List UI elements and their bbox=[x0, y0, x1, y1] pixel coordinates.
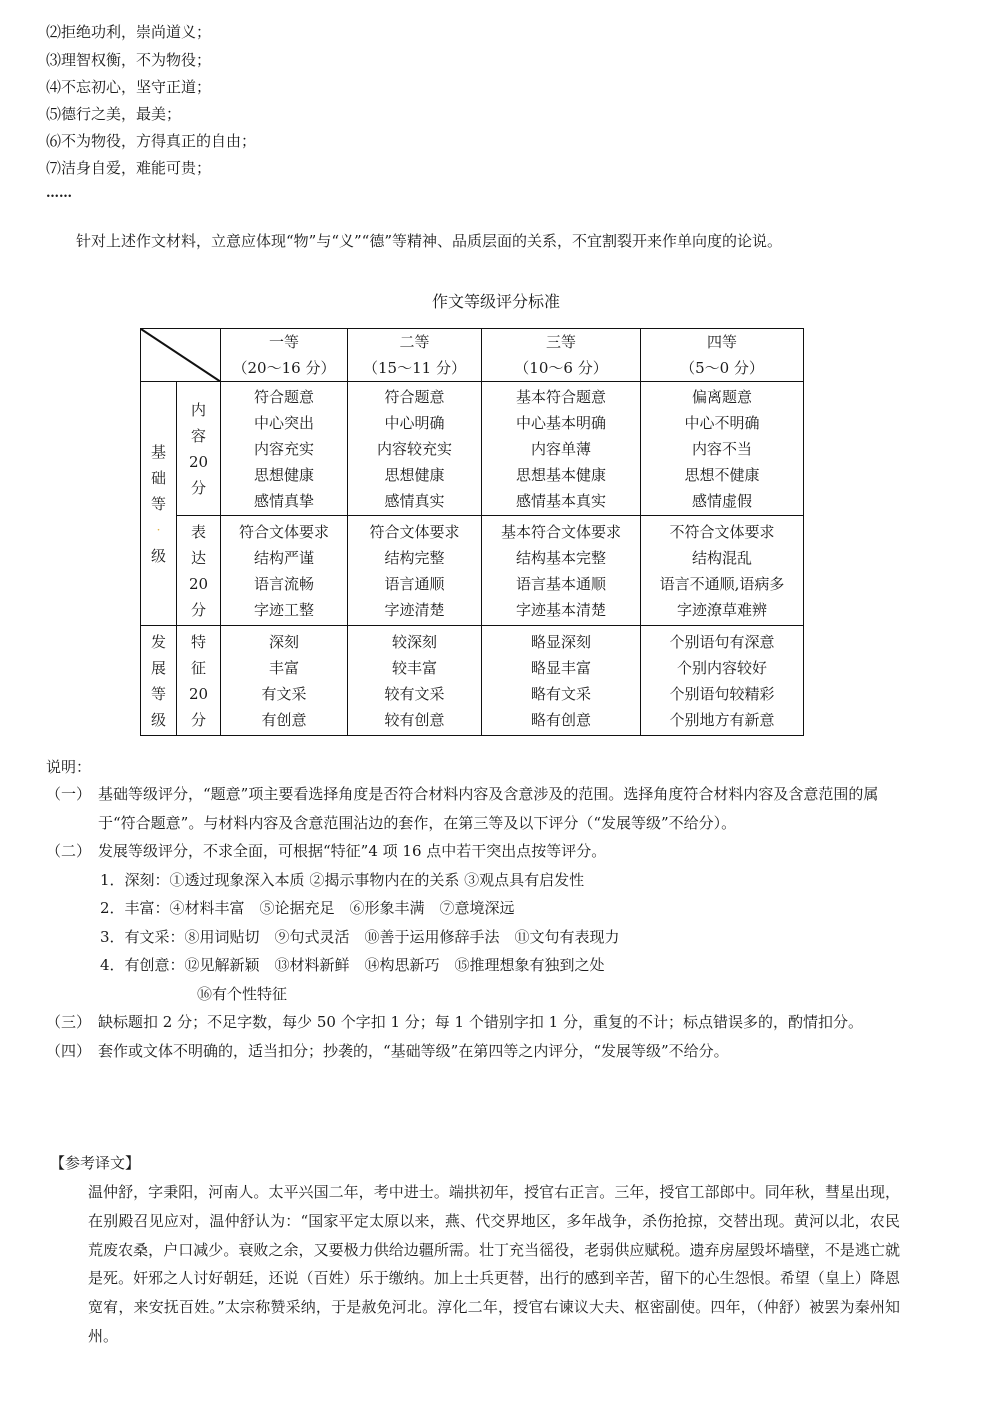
cell-line: 字迹潦草难辨 bbox=[676, 600, 767, 619]
list-item: ⑵拒绝功利，崇尚道义； bbox=[46, 23, 212, 41]
header-grade-2 bbox=[348, 329, 482, 382]
cell-line: 略有文采 bbox=[530, 684, 591, 703]
row-label-content bbox=[177, 382, 221, 516]
table-cell bbox=[221, 516, 348, 626]
table-cell bbox=[641, 516, 804, 626]
cell-line: 思想基本健康 bbox=[515, 465, 606, 484]
cell-line: 略有创意 bbox=[530, 710, 591, 729]
cell-line: 基本符合文体要求 bbox=[500, 522, 621, 541]
header-grade-3 bbox=[482, 329, 641, 382]
note-item bbox=[46, 837, 906, 866]
label-char: 级 bbox=[150, 710, 166, 729]
cell-line: 深刻 bbox=[268, 632, 299, 651]
feature-point: 2．丰富：④材料丰富 ⑤论据充足 ⑥形象丰满 ⑦意境深远 bbox=[100, 899, 515, 917]
cell-line: 字迹基本清楚 bbox=[515, 600, 606, 619]
ellipsis: …… bbox=[46, 186, 72, 201]
cell-line: 较有文采 bbox=[384, 684, 445, 703]
cell-line: 较丰富 bbox=[391, 658, 437, 677]
note-number: （三） bbox=[46, 1013, 92, 1031]
cell-line: 基本符合题意 bbox=[515, 387, 606, 406]
table-cell bbox=[482, 516, 641, 626]
cell-line: 语言不通顺,语病多 bbox=[659, 574, 785, 593]
note-number: （二） bbox=[46, 842, 92, 860]
label-char: 20 bbox=[188, 452, 209, 471]
label-char: 分 bbox=[190, 710, 206, 729]
feature-point: 4．有创意：⑫见解新颖 ⑬材料新鲜 ⑭构思新巧 ⑮推理想象有独到之处 bbox=[100, 956, 605, 974]
cell-line: 字迹工整 bbox=[253, 600, 314, 619]
cell-line: 个别语句有深意 bbox=[669, 632, 775, 651]
cell-line: 感情基本真实 bbox=[515, 491, 606, 510]
guidance-paragraph: 针对上述作文材料，立意应体现“物”与“义”“德”等精神、品质层面的关系，不宜割裂开来作单向度的论说。 bbox=[76, 232, 783, 250]
cell-line: 中心突出 bbox=[253, 413, 314, 432]
cell-line: 字迹清楚 bbox=[384, 600, 445, 619]
cell-line: 内容单薄 bbox=[530, 439, 591, 458]
label-char: 级 bbox=[150, 546, 166, 565]
note-text: 缺标题扣 2 分；不足字数，每少 50 个字扣 1 分；每 1 个错别字扣 1 分，重复的不计；标点错误多的，酌情扣分。 bbox=[98, 1013, 863, 1031]
feature-point: 3．有文采：⑧用词贴切 ⑨句式灵活 ⑩善于运用修辞手法 ⑪文句有表现力 bbox=[100, 927, 620, 946]
table-cell bbox=[348, 626, 482, 736]
grade-label: 一等 bbox=[268, 333, 299, 351]
cell-line: 较深刻 bbox=[391, 632, 437, 651]
cell-line: 略显丰富 bbox=[530, 658, 591, 677]
grading-table bbox=[140, 328, 804, 736]
note-text: 基础等级评分，“题意”项主要看选择角度是否符合材料内容及含意涉及的范围。选择角度符合材料内容及含意范围的属于“符合题意”。与材料内容及含意范围沾边的套作，在第三等及以下评分（“发展等级”不给分）。 bbox=[98, 785, 879, 832]
label-char: 等 bbox=[150, 494, 166, 513]
label-char: 等 bbox=[150, 684, 166, 703]
label-char: 内 bbox=[190, 400, 206, 419]
table-cell bbox=[482, 382, 641, 516]
cell-line: 略显深刻 bbox=[530, 632, 591, 651]
cell-line: 偏离题意 bbox=[691, 387, 752, 406]
table-row-expression bbox=[141, 516, 804, 626]
cell-line: 丰富 bbox=[268, 658, 299, 677]
note-item bbox=[46, 1037, 906, 1066]
cell-line: 中心不明确 bbox=[684, 413, 760, 432]
cell-line: 感情真实 bbox=[384, 491, 445, 510]
cell-line: 感情真挚 bbox=[253, 491, 314, 510]
group-label-development bbox=[141, 626, 177, 736]
grade-label: 二等 bbox=[399, 333, 430, 351]
cell-line: 思想健康 bbox=[253, 465, 314, 484]
cell-line: 感情虚假 bbox=[691, 491, 752, 510]
table-cell bbox=[221, 626, 348, 736]
label-char: 特 bbox=[190, 632, 206, 651]
grade-label: 三等 bbox=[545, 333, 576, 351]
table-cell bbox=[641, 382, 804, 516]
notes-section bbox=[46, 780, 906, 1065]
cell-line: 符合题意 bbox=[253, 387, 314, 406]
cell-line: 语言通顺 bbox=[384, 574, 445, 593]
label-char: 分 bbox=[190, 478, 206, 497]
label-char: 发 bbox=[150, 632, 166, 651]
label-char: 础 bbox=[150, 468, 166, 487]
table-row-features bbox=[141, 626, 804, 736]
cell-line: 内容较充实 bbox=[376, 439, 452, 458]
cell-line: 语言流畅 bbox=[253, 574, 314, 593]
row-label-expression bbox=[177, 516, 221, 626]
list-item: ⑹不为物役，方得真正的自由； bbox=[46, 132, 257, 150]
group-label-basic bbox=[141, 382, 177, 626]
cell-line: 内容不当 bbox=[691, 439, 752, 458]
cell-line: 中心明确 bbox=[384, 413, 445, 432]
table-cell bbox=[221, 382, 348, 516]
table-cell bbox=[641, 626, 804, 736]
cell-line: 符合文体要求 bbox=[369, 522, 460, 541]
table-cell bbox=[348, 516, 482, 626]
label-char: 基 bbox=[150, 442, 166, 461]
label-char: 达 bbox=[190, 548, 206, 567]
cell-line: 有文采 bbox=[261, 684, 307, 703]
table-title: 作文等级评分标准 bbox=[431, 292, 560, 311]
cell-line: 思想不健康 bbox=[684, 465, 760, 484]
label-char: 表 bbox=[190, 522, 206, 541]
list-item: ⑸德行之美，最美； bbox=[46, 105, 182, 123]
table-header-row bbox=[141, 329, 804, 382]
cell-line: 结构混乱 bbox=[691, 548, 752, 567]
cell-line: 个别内容较好 bbox=[676, 658, 767, 677]
list-item: ⑷不忘初心，坚守正道； bbox=[46, 78, 212, 96]
diagonal-line bbox=[141, 329, 221, 382]
cell-line: 有创意 bbox=[261, 710, 307, 729]
label-char: 展 bbox=[150, 658, 166, 677]
note-number: （四） bbox=[46, 1041, 92, 1060]
note-item bbox=[46, 1008, 906, 1037]
cell-line: 较有创意 bbox=[384, 710, 445, 729]
cell-line: 思想健康 bbox=[384, 465, 445, 484]
feature-point-continuation: ⑯有个性特征 bbox=[197, 984, 288, 1003]
translation-heading: 【参考译文】 bbox=[50, 1154, 141, 1172]
cell-line: 语言基本通顺 bbox=[515, 574, 606, 593]
label-char: 容 bbox=[190, 426, 206, 445]
note-number: （一） bbox=[46, 785, 92, 803]
translation-text: 温仲舒，字秉阳，河南人。太平兴国二年，考中进士。端拱初年，授官右正言。三年，授官工部郎中。同年秋，彗星出现，在别殿召见应对，温仲舒认为：“国家平定太原以来，燕、代交界地区，多年战争，杀伤抢掠，交替出现。黄河以北，农民荒废农桑，户口减少。衰败之余，又要极力供给边疆所需。壮丁充当徭役，老弱供应赋税。遗弃房屋毁坏墙壁，不是逃亡就是死。奸邪之人讨好朝廷，还说（百姓）乐于缴纳。加上士兵更替，出行的感到辛苦，留下的心生怨恨。希望（皇上）降恩宽宥，来安抚百姓。”太宗称赞采纳，于是赦免河北。淳化二年，授官右谏议大夫、枢密副使。四年，（仲舒）被罢为秦州知州。 bbox=[88, 1183, 900, 1345]
list-item: ⑺洁身自爱，难能可贵； bbox=[46, 159, 212, 177]
feature-point: 1．深刻：①透过现象深入本质 ②揭示事物内在的关系 ③观点具有启发性 bbox=[100, 870, 585, 889]
cell-line: 内容充实 bbox=[253, 439, 314, 458]
row-label-features bbox=[177, 626, 221, 736]
table-row-content bbox=[141, 382, 804, 516]
note-text: 套作或文体不明确的，适当扣分；抄袭的，“基础等级”在第四等之内评分，“发展等级”不给分。 bbox=[98, 1041, 729, 1060]
cell-line: 中心基本明确 bbox=[515, 413, 606, 432]
diagonal-header-cell bbox=[141, 329, 221, 382]
cell-line: 结构完整 bbox=[384, 548, 445, 567]
table-cell bbox=[348, 382, 482, 516]
label-char: 20 bbox=[188, 684, 209, 703]
label-char: 分 bbox=[190, 600, 206, 619]
label-char: 征 bbox=[190, 658, 206, 677]
note-text: 发展等级评分，不求全面，可根据“特征”4 项 16 点中若干突出点按等评分。 bbox=[98, 842, 607, 860]
header-grade-1 bbox=[221, 329, 348, 382]
cell-line: 个别地方有新意 bbox=[669, 710, 775, 729]
table-cell bbox=[482, 626, 641, 736]
grade-range: （10～6 分） bbox=[514, 359, 608, 377]
cell-line: 符合文体要求 bbox=[238, 522, 329, 541]
cell-line: 结构基本完整 bbox=[515, 548, 606, 567]
cell-line: 符合题意 bbox=[384, 387, 445, 406]
grade-range: （5～0 分） bbox=[680, 359, 764, 377]
cell-line: 个别语句较精彩 bbox=[669, 684, 775, 703]
grade-label: 四等 bbox=[706, 333, 737, 351]
note-item bbox=[46, 780, 906, 837]
cell-line: 结构严谨 bbox=[253, 548, 314, 567]
notes-heading: 说明： bbox=[46, 758, 92, 776]
cell-line: 不符合文体要求 bbox=[669, 522, 775, 541]
header-grade-4 bbox=[641, 329, 804, 382]
label-char: 20 bbox=[188, 574, 209, 593]
grade-range: （20～16 分） bbox=[232, 359, 336, 377]
grade-range: （15～11 分） bbox=[363, 359, 466, 377]
list-item: ⑶理智权衡，不为物役； bbox=[46, 51, 212, 69]
label-dot: · bbox=[156, 522, 161, 537]
